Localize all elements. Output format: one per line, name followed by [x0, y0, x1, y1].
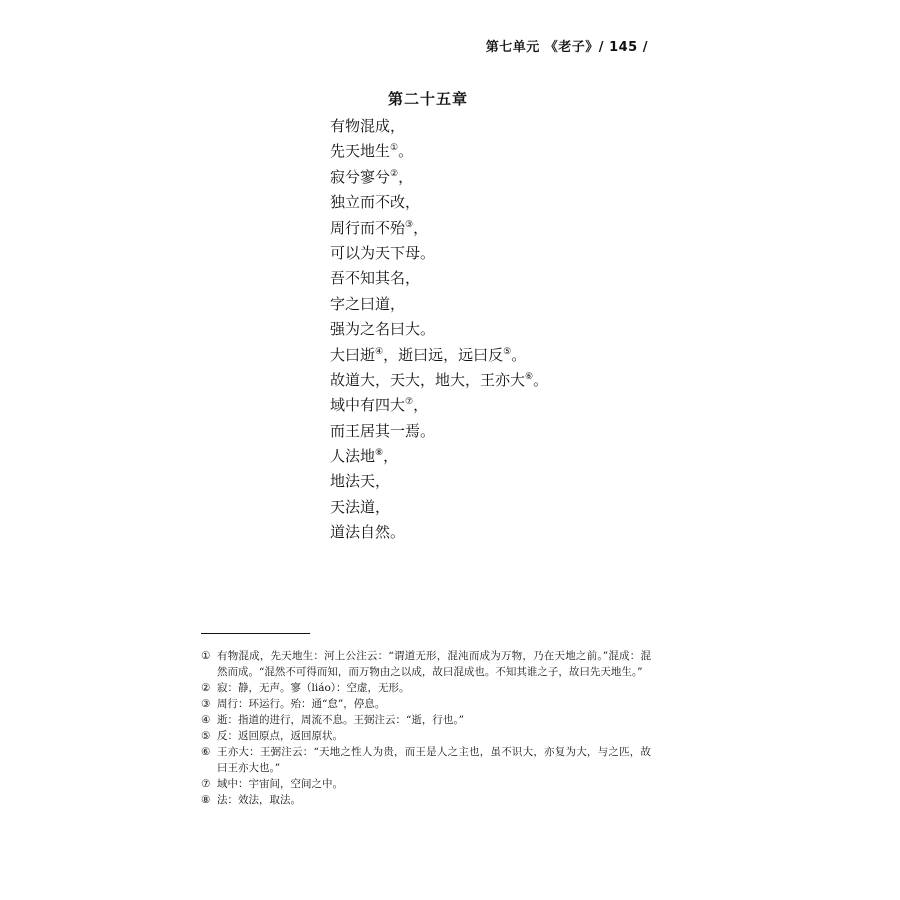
verse-text [330, 114, 548, 546]
verse-line: 地法天， [330, 472, 391, 491]
verse-line: 可以为天下母。 [330, 243, 436, 262]
footnote-item [201, 776, 651, 792]
footnote-text: 反：返回原点，返回原状。 [217, 730, 343, 742]
footnote-number: ⑦ [201, 778, 211, 790]
footnote-item [201, 744, 651, 776]
footnote-item [201, 712, 651, 728]
footnote-item [201, 728, 651, 744]
verse-line: 故道大，天大，地大，王亦大⑥。 [330, 370, 549, 389]
verse-line: 天法道， [330, 497, 391, 516]
verse-line: 域中有四大⑦， [330, 396, 429, 415]
footnote-number: ② [201, 682, 211, 694]
verse-line: 有物混成， [330, 117, 406, 135]
footnote-marker[interactable]: ④ [375, 346, 384, 357]
verse-line: 强为之名曰大。 [330, 320, 436, 339]
footnote-text: 逝：指道的进行，周流不息。王弼注云：“逝，行也。” [217, 714, 464, 726]
footnote-text: 周行：环运行。殆：通“怠”，停息。 [217, 698, 386, 710]
footnote-number: ⑤ [201, 730, 211, 742]
footnote-marker[interactable]: ③ [405, 219, 414, 230]
verse-line: 字之曰道， [330, 294, 406, 313]
footnote-number: ① [201, 650, 211, 662]
footnote-item [201, 792, 651, 808]
footnote-text: 法：效法，取法。 [217, 794, 301, 806]
verse-line: 独立而不改， [330, 193, 421, 212]
running-header: 第七单元 《老子》/ 145 / [485, 40, 648, 55]
footnote-marker[interactable]: ⑤ [503, 346, 512, 357]
footnote-number: ⑥ [201, 746, 211, 758]
footnote-marker[interactable]: ⑧ [375, 448, 384, 459]
verse-line: 寂兮寥兮②， [330, 167, 414, 186]
footnote-text: 寂：静，无声。寥（liáo）：空虚，无形。 [217, 682, 410, 694]
footnote-marker[interactable]: ⑦ [405, 397, 414, 408]
verse-line: 道法自然。 [330, 523, 406, 542]
footnote-number: ③ [201, 698, 211, 710]
footnote-item [201, 680, 651, 696]
verse-line: 人法地⑧， [330, 447, 399, 466]
chapter-title: 第二十五章 [388, 90, 469, 108]
footnote-item [201, 696, 651, 712]
footnote-text: 王亦大：王弼注云：“天地之性人为贵，而王是人之主也，虽不识大，亦复为大，与之匹，故曰王亦大也。” [217, 746, 651, 774]
verse-line: 吾不知其名， [330, 269, 421, 288]
verse-line: 周行而不殆③， [330, 218, 429, 237]
footnote-marker[interactable]: ⑥ [525, 371, 534, 382]
footnote-marker[interactable]: ② [390, 168, 399, 179]
footnote-item [201, 648, 651, 680]
footnote-divider [201, 633, 310, 634]
footnotes [201, 648, 651, 808]
verse-line: 大曰逝④，逝曰远，远曰反⑤。 [330, 345, 527, 364]
footnote-text: 有物混成，先天地生：河上公注云：“谓道无形，混沌而成为万物，乃在天地之前。”混成：混然而成。“混然不可得而知，而万物由之以成，故曰混成也。不知其谁之子，故曰先天地生。” [217, 650, 651, 678]
footnote-number: ④ [201, 714, 211, 726]
footnote-marker[interactable]: ① [390, 143, 399, 154]
verse-line: 而王居其一焉。 [330, 421, 436, 440]
verse-line: 先天地生①。 [330, 142, 414, 161]
footnote-number: ⑧ [201, 794, 211, 806]
footnote-text: 域中：宇宙间，空间之中。 [217, 778, 343, 790]
